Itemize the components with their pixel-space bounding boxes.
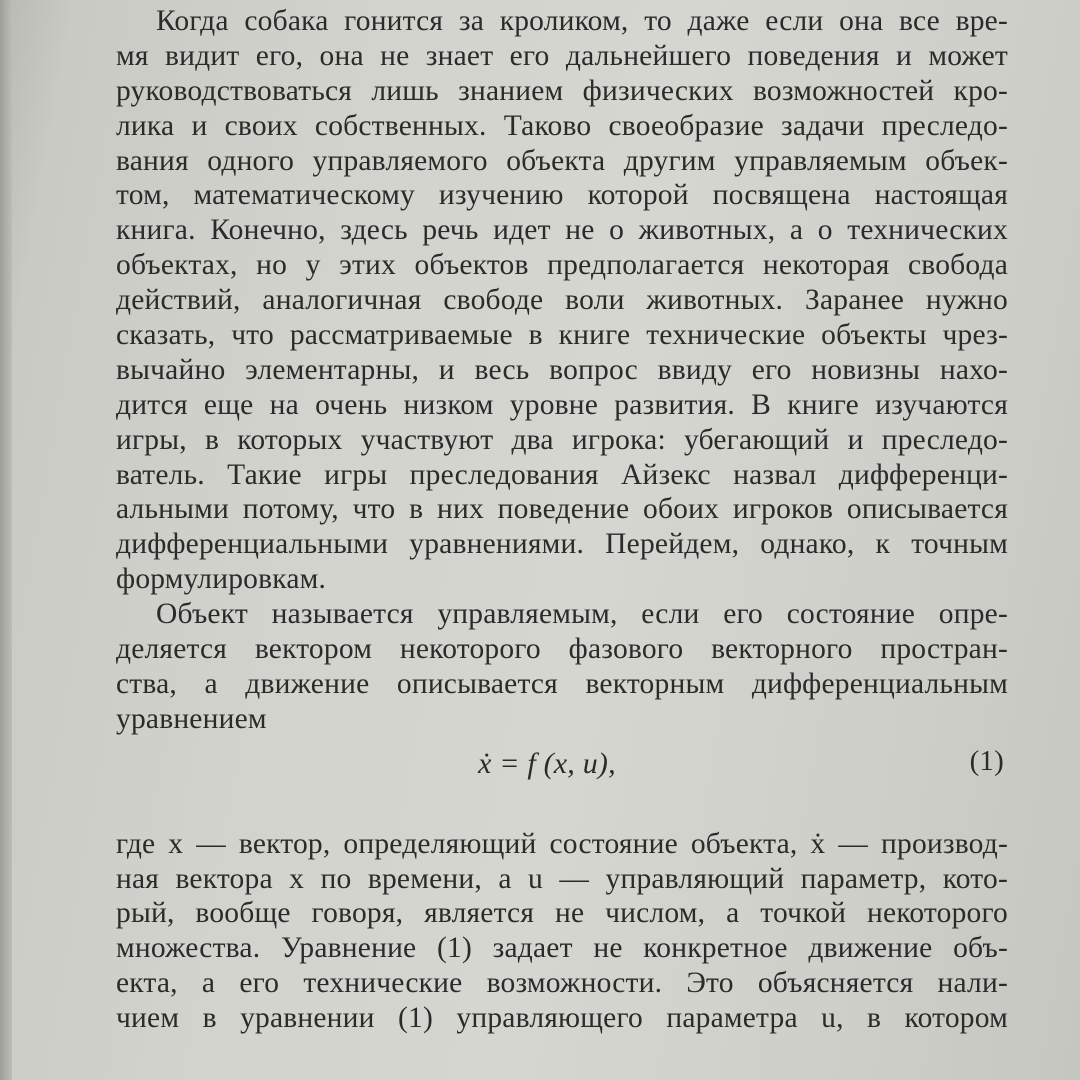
text-line: книга. Конечно, здесь речь идет не о животных, а о технических bbox=[116, 214, 1008, 247]
text-line: руководствоваться лишь знанием физических возможностей кро- bbox=[116, 74, 1008, 107]
paragraph-1 bbox=[116, 0, 1008, 597]
text-line: рый, вообще говоря, является не числом, а точкой некоторого bbox=[116, 897, 1008, 930]
text-line: чием в уравнении (1) управляющего параметра u, в котором bbox=[116, 1002, 1008, 1035]
text-line: дифференциальными уравнениями. Перейдем, однако, к точным bbox=[116, 528, 1008, 561]
text-line: вания одного управляемого объекта другим управляемым объек- bbox=[116, 144, 1008, 177]
text-line: екта, а его технические возможности. Это объясняется нали- bbox=[116, 967, 1008, 1000]
text-line: действий, аналогичная свободе воли животных. Заранее нужно bbox=[116, 284, 1008, 317]
text-line: том, математическому изучению которой посвящена настоящая bbox=[116, 179, 1008, 212]
page-binding-edge bbox=[0, 0, 12, 1080]
text-line: лика и своих собственных. Таково своеобразие задачи преследо- bbox=[116, 109, 1008, 142]
equation-number: (1) bbox=[969, 744, 1004, 777]
text-line: сказать, что рассматриваемые в книге технические объекты чрез- bbox=[116, 319, 1008, 352]
paragraph-2 bbox=[116, 597, 1008, 737]
equation-formula: ẋ = f (x, u), bbox=[478, 746, 616, 780]
text-line: деляется вектором некоторого фазового векторного простран- bbox=[116, 633, 1008, 666]
page-text bbox=[116, 0, 1008, 1036]
text-line: ватель. Такие игры преследования Айзекс назвал дифференци- bbox=[116, 458, 1008, 491]
text-line: уравнением bbox=[116, 702, 267, 735]
equation-row bbox=[116, 739, 1008, 801]
paragraph-3 bbox=[116, 827, 1008, 1036]
text-line: дится еще на очень низком уровне развития. В книге изучаются bbox=[116, 388, 1008, 421]
text-line: ная вектора x по времени, а u — управляющий параметр, кото- bbox=[116, 862, 1008, 895]
text-line: объектах, но у этих объектов предполагается некоторая свобода bbox=[116, 249, 1008, 282]
text-line: множества. Уравнение (1) задает не конкретное движение объ- bbox=[116, 932, 1008, 965]
text-line: ства, а движение описывается векторным дифференциальным bbox=[116, 667, 1008, 700]
text-line: где x — вектор, определяющий состояние объекта, ẋ — производ- bbox=[116, 827, 1008, 860]
text-line: игры, в которых участвуют два игрока: убегающий и преследо- bbox=[116, 423, 1008, 456]
text-line: альными потому, что в них поведение обоих игроков описывается bbox=[116, 493, 1008, 526]
text-line: мя видит его, она не знает его дальнейшего поведения и может bbox=[116, 39, 1008, 72]
text-line: Объект называется управляемым, если его состояние опре- bbox=[156, 598, 1008, 631]
text-line: формулировкам. bbox=[116, 563, 327, 596]
text-line: Когда собака гонится за кроликом, то даже если она все вре- bbox=[156, 5, 1008, 37]
text-line: вычайно элементарны, и весь вопрос ввиду его новизны нахо- bbox=[116, 353, 1008, 386]
